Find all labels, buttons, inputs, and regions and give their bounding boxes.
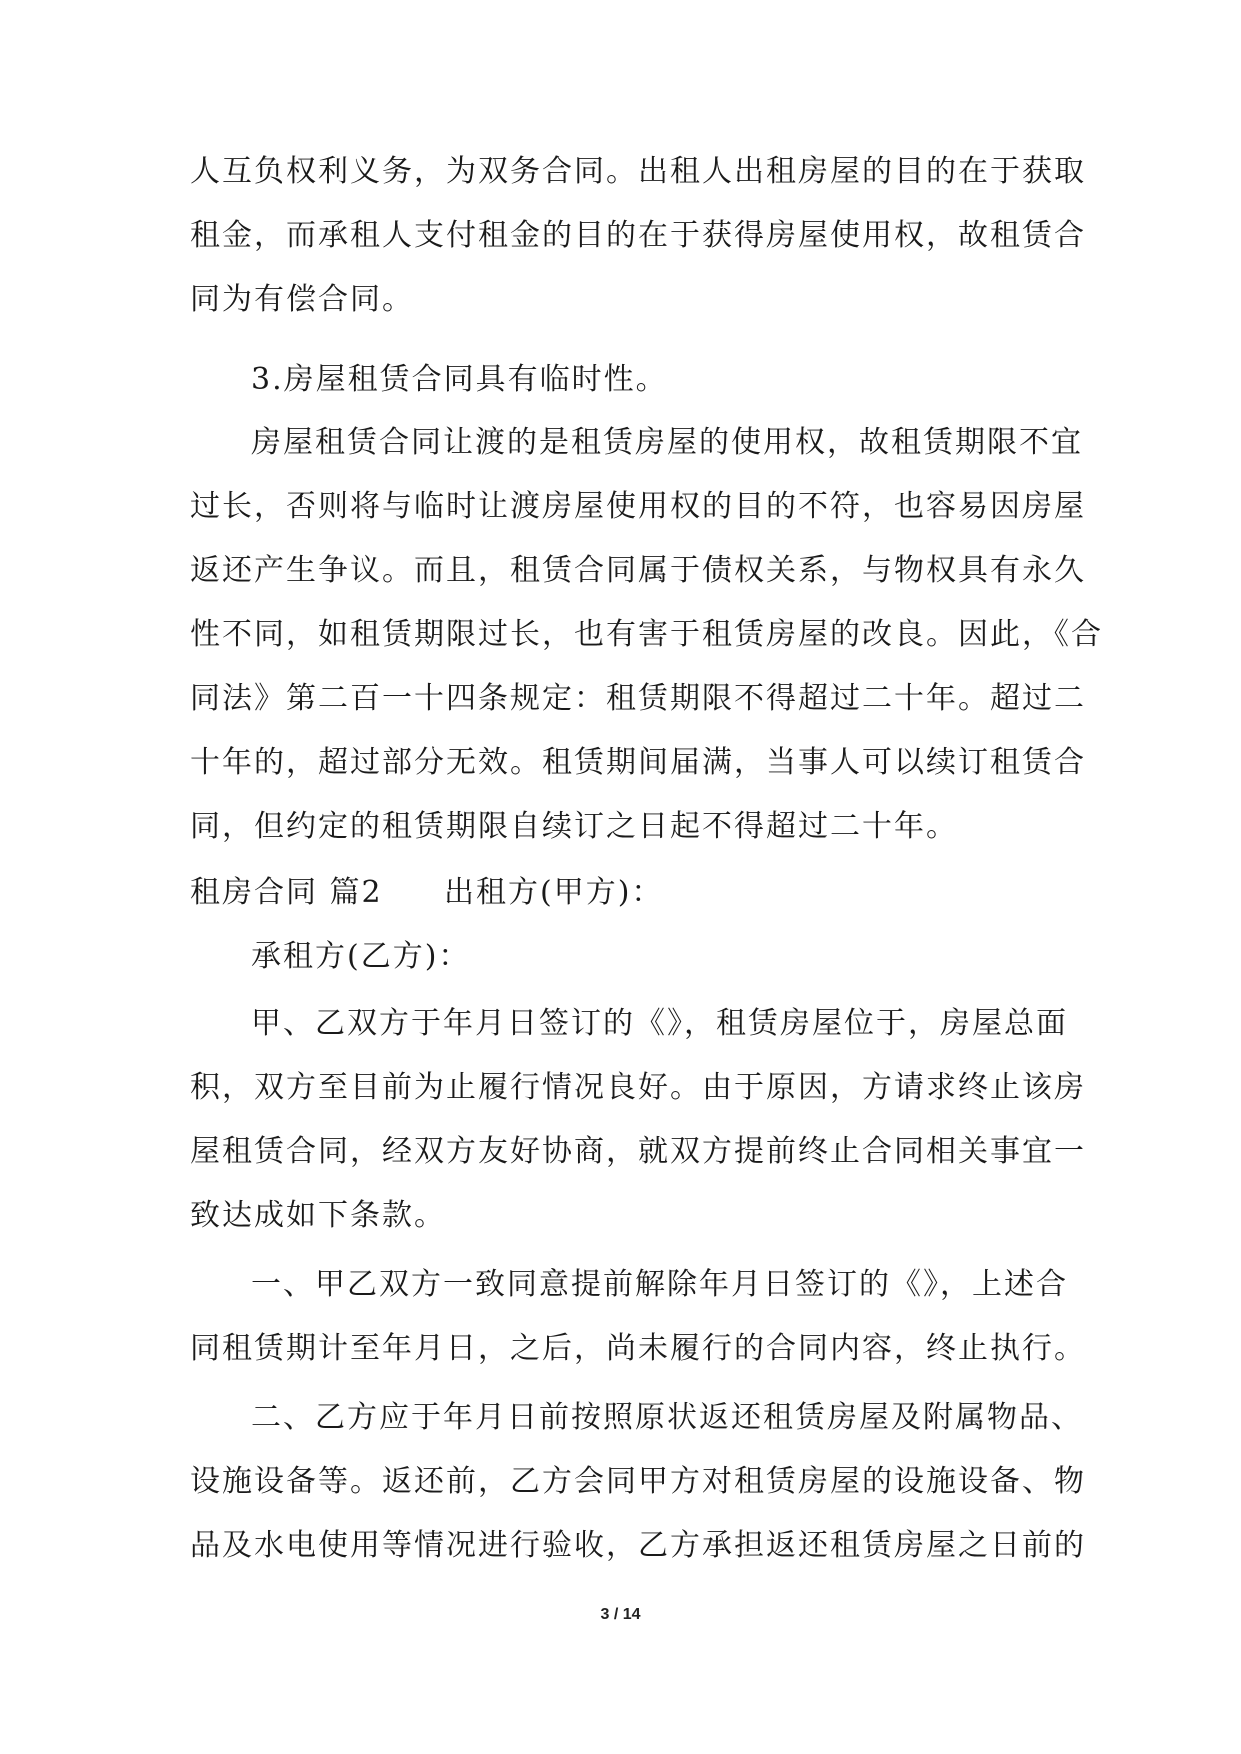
- body-text-line: 人互负权利义务，为双务合同。出租人出租房屋的目的在于获取: [190, 154, 1086, 189]
- body-text-line: 房屋租赁合同让渡的是租赁房屋的使用权，故租赁期限不宜: [251, 425, 1083, 460]
- party-b-label: 承租方(乙方)：: [251, 939, 471, 974]
- body-text-line: 同，但约定的租赁期限自续订之日起不得超过二十年。: [190, 809, 958, 844]
- body-text-line: 十年的，超过部分无效。租赁期间届满，当事人可以续订租赁合: [190, 745, 1086, 780]
- clause-one: 一、甲乙双方一致同意提前解除年月日签订的《》，上述合: [251, 1267, 1068, 1302]
- body-text-line: 积，双方至目前为止履行情况良好。由于原因，方请求终止该房: [190, 1070, 1086, 1105]
- party-a-label: 出租方(甲方)：: [444, 875, 664, 910]
- body-text-line: 同法》第二百一十四条规定：租赁期限不得超过二十年。超过二: [190, 681, 1086, 716]
- body-text-line: 屋租赁合同，经双方友好协商，就双方提前终止合同相关事宜一: [190, 1134, 1086, 1169]
- section-title: 租房合同 篇2: [190, 875, 383, 910]
- body-text-line: 租金，而承租人支付租金的目的在于获得房屋使用权，故租赁合: [190, 218, 1086, 253]
- body-text-line: 过长，否则将与临时让渡房屋使用权的目的不符，也容易因房屋: [190, 489, 1086, 524]
- body-text-line: 同为有偿合同。: [190, 282, 414, 317]
- section-heading: [190, 873, 1070, 913]
- body-text-line: 返还产生争议。而且，租赁合同属于债权关系，与物权具有永久: [190, 553, 1086, 588]
- body-text-line: 设施设备等。返还前，乙方会同甲方对租赁房屋的设施设备、物: [190, 1464, 1086, 1499]
- body-text-line: 甲、乙双方于年月日签订的《》，租赁房屋位于，房屋总面: [251, 1006, 1068, 1041]
- body-text-line: 致达成如下条款。: [190, 1198, 446, 1233]
- page-number: 3 / 14: [600, 1606, 641, 1623]
- body-text-line: 性不同，如租赁期限过长，也有害于租赁房屋的改良。因此，《合: [190, 617, 1103, 652]
- clause-two: 二、乙方应于年月日前按照原状返还租赁房屋及附属物品、: [251, 1400, 1083, 1435]
- body-text-line: 同租赁期计至年月日，之后，尚未履行的合同内容，终止执行。: [190, 1331, 1086, 1366]
- section-subheading: 3.房屋租赁合同具有临时性。: [251, 362, 668, 397]
- body-text-line: 品及水电使用等情况进行验收，乙方承担返还租赁房屋之日前的: [190, 1528, 1086, 1563]
